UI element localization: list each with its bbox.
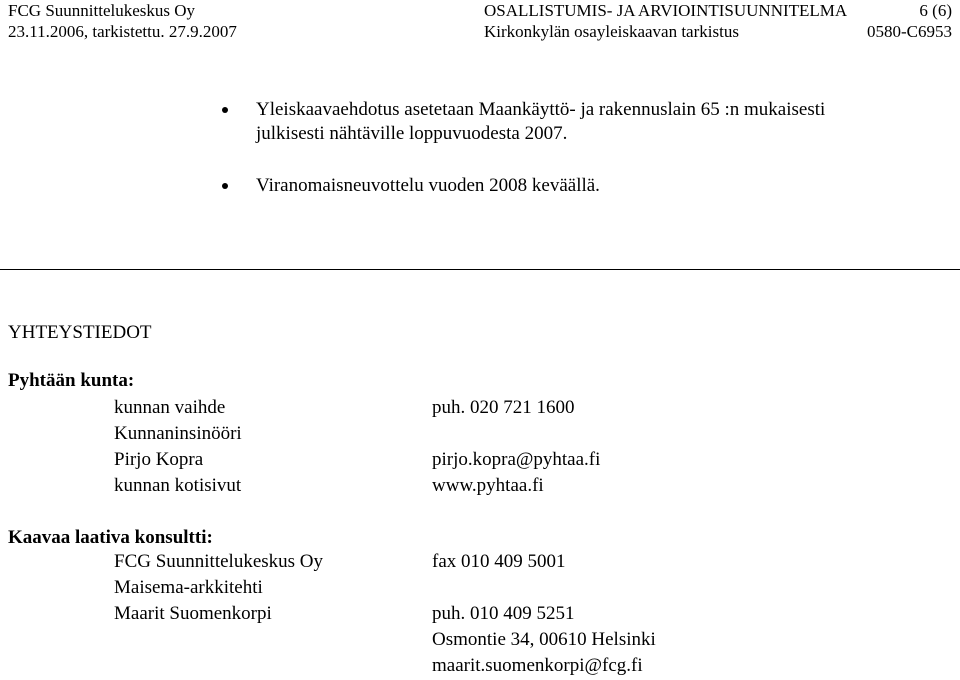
contact-label: Maarit Suomenkorpi [114,603,272,624]
header-page-number: 6 (6) [919,1,952,20]
contact-website: www.pyhtaa.fi [432,475,544,496]
contact-email: pirjo.kopra@pyhtaa.fi [432,449,601,470]
contact-label: kunnan vaihde [114,397,226,418]
bullet-icon [222,107,228,113]
contact-label: kunnan kotisivut [114,475,242,496]
header-company: FCG Suunnittelukeskus Oy [8,1,196,20]
consultant-heading: Kaavaa laativa konsultti: [8,527,213,548]
contact-value: puh. 020 721 1600 [432,397,575,418]
municipality-heading: Pyhtään kunta: [8,370,135,391]
contact-label: Kunnaninsinööri [114,423,242,444]
contact-value: fax 010 409 5001 [432,551,566,572]
contact-label: Pirjo Kopra [114,449,204,470]
header-project-code: 0580-C6953 [867,22,952,41]
bullet-line: Yleiskaavaehdotus asetetaan Maankäyttö- ja rakennuslain 65 :n mukaisesti [256,99,826,120]
bullet-line: Viranomaisneuvottelu vuoden 2008 keväällä. [256,175,600,196]
header-project: Kirkonkylän osayleiskaavan tarkistus [484,22,739,41]
bullet-text [256,98,956,146]
contact-address: Osmontie 34, 00610 Helsinki [432,629,656,650]
section-title: YHTEYSTIEDOT [8,322,152,343]
contact-value: puh. 010 409 5251 [432,603,575,624]
bullet-text [256,174,956,198]
header-dates: 23.11.2006, tarkistettu. 27.9.2007 [8,22,237,41]
contact-email: maarit.suomenkorpi@fcg.fi [432,655,643,676]
contact-label: Maisema-arkkitehti [114,577,263,598]
bullet-line: julkisesti nähtäville loppuvuodesta 2007. [256,123,568,144]
header-doc-title: OSALLISTUMIS- JA ARVIOINTISUUNNITELMA [484,1,848,20]
contact-label: FCG Suunnittelukeskus Oy [114,551,324,572]
bullet-icon [222,183,228,189]
divider [0,269,960,270]
